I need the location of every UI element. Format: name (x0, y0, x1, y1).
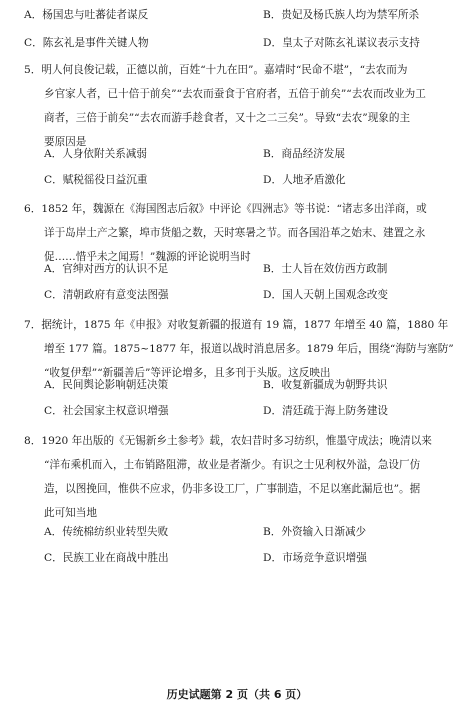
question-5-option-c: C．赋税徭役日益沉重 (44, 174, 148, 186)
question-6-line-1: 6．1852 年，魏源在《海国图志后叙》中评论《四洲志》等书说：“诸志多出洋商，或 (24, 203, 427, 215)
question-5-line-3: 商者，三倍于前矣”“去农而游手趁食者，又十之二三矣”。导致“去农”现象的主 (44, 112, 411, 124)
question-5-line-4: 要原因是 (44, 136, 87, 148)
question-8-option-d: D．市场竞争意识增强 (263, 552, 367, 564)
page-footer: 历史试题第 2 页（共 6 页） (166, 688, 308, 701)
question-7-option-b: B．收复新疆成为朝野共识 (263, 379, 388, 391)
question-6-option-a: A．官绅对西方的认识不足 (44, 263, 169, 275)
prev-option-b: B．贵妃及杨氏族人均为禁军所杀 (263, 9, 420, 21)
question-8-line-1: 8．1920 年出版的《无锡新乡土参考》载，农妇昔时多习纺织，惟墨守成法；晚清以来 (24, 435, 432, 447)
question-5-option-d: D．人地矛盾激化 (263, 174, 346, 186)
question-7-line-1: 7．据统计，1875 年《申报》对收复新疆的报道有 19 篇，1877 年增至 40 篇，1880 年 (24, 319, 449, 331)
question-5-line-2: 乡官家人者，已十倍于前矣”“去农而蚕食于官府者，五倍于前矣”“去农而改业为工 (44, 88, 426, 100)
question-6-option-c: C．清朝政府有意变法图强 (44, 289, 169, 301)
question-8-line-3: 造，以图挽回，惟供不应求，仍非多设工厂，广事制造，不足以塞此漏卮也”。据 (44, 483, 421, 495)
question-6-line-2: 详于岛岸土产之繁，埠市货船之数，天时寒暑之节。而各国沿革之始末、建置之永 (44, 227, 426, 239)
question-5-option-a: A．人身依附关系减弱 (44, 148, 147, 160)
question-7-line-2: 增至 177 篇。1875~1877 年，报道以战时消息居多。1879 年后，围绕“海防与塞防” (44, 343, 454, 355)
question-8-option-b: B．外资输入日渐减少 (263, 526, 367, 538)
question-8-line-4: 此可知当地 (44, 507, 97, 519)
question-8-line-2: “洋布乘机而入，土布销路阻滞，故业是者渐少。有识之士见利权外溢，急设厂仿 (44, 459, 421, 471)
question-5-option-b: B．商品经济发展 (263, 148, 345, 160)
prev-option-d: D．皇太子对陈玄礼谋议表示支持 (263, 37, 420, 49)
question-8-option-a: A．传统棉纺织业转型失败 (44, 526, 169, 538)
question-7-option-d: D．清廷疏于海上防务建设 (263, 405, 389, 417)
question-7-option-c: C．社会国家主权意识增强 (44, 405, 169, 417)
question-6-line-3: 促……惜乎未之闻焉！”魏源的评论说明当时 (44, 251, 251, 263)
question-8-option-c: C．民族工业在商战中胜出 (44, 552, 169, 564)
prev-option-a: A．杨国忠与吐蕃徒者谋反 (24, 9, 149, 21)
question-5-line-1: 5．明人何良俊记载，正德以前，百姓“十九在田”。嘉靖时“民命不堪”，“去农而为 (24, 64, 408, 76)
question-7-line-3: “收复伊犁”“新疆善后”等评论增多，且多刊于头版。这反映出 (44, 367, 331, 379)
question-6-option-d: D．国人天朝上国观念改变 (263, 289, 389, 301)
question-7-option-a: A．民间舆论影响朝廷决策 (44, 379, 169, 391)
question-6-option-b: B．士人旨在效仿西方政制 (263, 263, 388, 275)
prev-option-c: C．陈玄礼是事件关键人物 (24, 37, 149, 49)
